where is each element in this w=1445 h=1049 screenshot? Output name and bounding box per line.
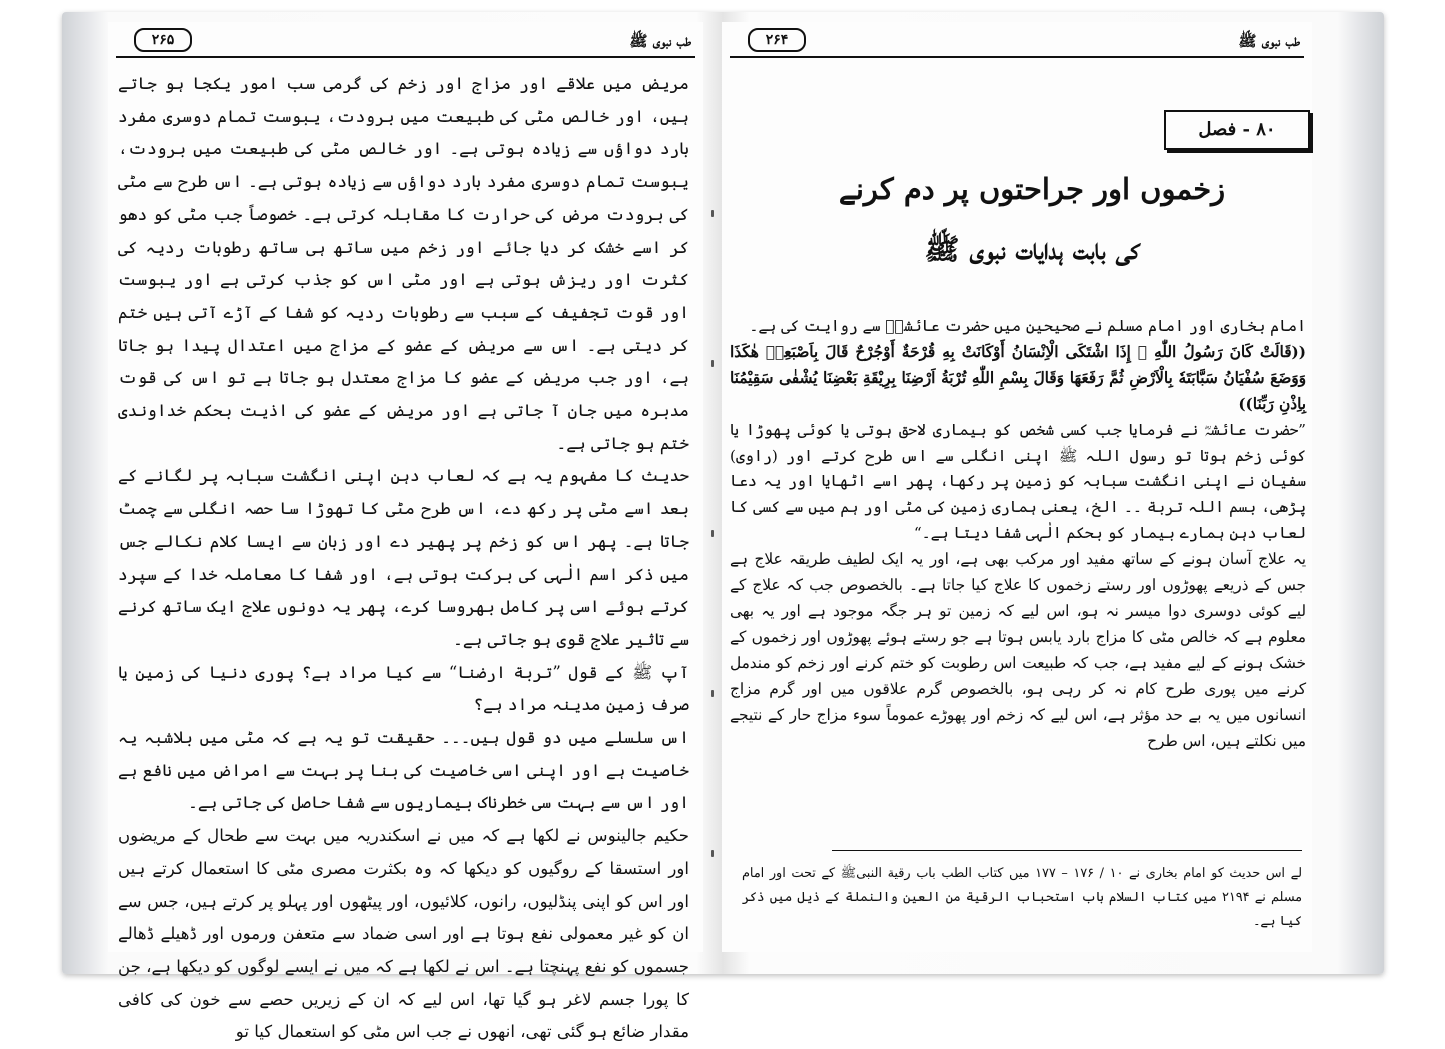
- left-page-header: [116, 22, 695, 58]
- binding-stitch: [711, 210, 714, 217]
- arabic-hadith-text: ((قَالَتْ كَانَ رَسُولُ اللّٰهِ ﷺ إِذَا اشْتَكَى الْاِنْسَانُ أَوْكَانَتْ بِهِ قُرْحَةٌ أَوْجُرْحٌ قَالَ بِاَصْبَعِهٖ هٰكَذَا وَوَضَعَ سُفْيَانُ سَبَّابَتَهٗ بِالْاَرْضِ ثُمَّ رَفَعَهَا وَقَالَ بِسْمِ اللّٰهِ تُرْبَةُ اَرْضِنَا بِرِيْقَةِ بَعْضِنَا يُشْفٰى سَقِيْمُنَا بِاِذْنِ رَبِّنَا)): [730, 342, 1306, 413]
- chapter-heading-line-2: کی بابت ہدایات نبوی ﷺ: [924, 232, 1140, 266]
- right-page-header: [730, 22, 1304, 58]
- left-page: [108, 22, 703, 1042]
- right-page-number: ۲۶۴: [748, 28, 806, 52]
- hadith-translation: ”حضرت عائشہؓ نے فرمایا جب کسی شخص کو بیماری لاحق ہوتی یا کوئی پھوڑا یا کوئی زخم ہوتا تو رسول اللہ ﷺ اپنی انگلی سے اس طرح کرتے اور (راوی) سفیان نے اپنی انگشت سبابہ کو زمین پر رکھا، پھر اسے اٹھایا اور یہ دعا پڑھی، بسم اللہ تربة ۔۔ الخ، یعنی ہماری زمین کی مٹی اور ہم میں سے کسی کا لعاب دہن ہمارے بیمار کو بحکم الٰہی شفا دیتا ہے۔“: [730, 420, 1306, 543]
- binding-stitch: [711, 850, 714, 857]
- left-page-body: [108, 58, 703, 1049]
- left-paragraph-4: اس سلسلے میں دو قول ہیں۔۔۔ حقیقت تو یہ ہے کہ مٹی میں بلاشبہ یہ خاصیت ہے اور اپنی اسی خاصیت کی بنا پر بہت سے امراض میں نافع ہے اور اس سے بہت سی خطرناک بیماریوں سے شفا حاصل کی جاتی ہے۔: [118, 728, 689, 813]
- footnote-divider: [832, 850, 1302, 851]
- left-page-number: ۲۶۵: [134, 28, 192, 52]
- right-running-title: طب نبوی ﷺ: [1238, 32, 1300, 50]
- right-page-body: [730, 314, 1306, 754]
- intro-paragraph: امام بخاری اور امام مسلم نے صحیحین میں حضرت عائشہؓ سے روایت کی ہے۔: [749, 317, 1306, 335]
- left-paragraph-3: آپ ﷺ کے قول ”تربة ارضنا“ سے کیا مراد ہے؟ پوری دنیا کی زمین یا صرف زمین مدینہ مراد ہے؟: [118, 662, 689, 715]
- left-paragraph-5: حکیم جالینوس نے لکھا ہے کہ میں نے اسکندریہ میں بہت سے طحال کے مریضوں اور استسقا کے روگیوں کو دیکھا کہ وہ بکثرت مصری مٹی کا استعمال کرتے ہیں اور اس کو اپنی پنڈلیوں، رانوں، کلائیوں، اور پیٹھوں اور پہلو پر کرتے ہیں، جس سے ان کو غیر معمولی نفع ہوتا ہے اور اسی ضماد سے متعفن ورموں اور ڈھیلے ڈھالے جسموں کو نفع پہنچتا ہے۔ اس نے لکھا ہے کہ میں نے ایسے لوگوں کو دیکھا ہے، جن کا پورا جسم لاغر ہو گیا تھا، اس لیے کہ ان کے زیریں حصے سے خون کی کافی مقدار ضائع ہو گئی تھی، انھوں نے جب اس مٹی کو استعمال کیا تو: [118, 826, 689, 1042]
- right-page: [722, 22, 1312, 952]
- chapter-label-box: ۸۰ - فصل: [1164, 110, 1310, 150]
- left-paragraph-1: مریض میں علاقے اور مزاج اور زخم کی گرمی سب امور یکجا ہو جاتے ہیں، اور خالص مٹی کی طبیعت میں برودت، یبوست تمام دوسری مفرد بارد دواؤں سے زیادہ ہوتی ہے۔ اور خالص مٹی کی طبیعت میں برودت، یبوست تمام دوسری مفرد بارد دواؤں سے زیادہ ہوتی ہے۔ اس طرح سے مٹی کی برودت مرض کی حرارت کا مقابلہ کرتی ہے۔ خصوصاً جب مٹی کو دھو کر اسے خشک کر دیا جائے اور زخم میں ساتھ ہی ساتھ رطوبات ردیہ کی کثرت اور ریزش ہوتی ہے اور مٹی اس کو جذب کرتی ہے اور یبوست اور قوت تجفیف کے سبب سے رطوبات ردیہ کو شفا کے آڑے آتی ہیں ختم کر دیتی ہے۔ اس سے مریض کے عضو کے مزاج میں اعتدال پیدا ہو جاتا ہے، اور جب مریض کے عضو کا مزاج معتدل ہو جاتا ہے تو اس کی قوت مدبرہ میں جان آ جاتی ہے اور مریض کے عضو کی اذیت بحکم خداوندی ختم ہو جاتی ہے۔: [118, 74, 689, 453]
- left-paragraph-2: حدیث کا مفہوم یہ ہے کہ لعاب دہن اپنی انگشت سبابہ پر لگانے کے بعد اسے مٹی پر رکھ دے، اس طرح مٹی کا تھوڑا سا حصہ انگلی سے چمٹ جاتا ہے۔ پھر اس کو زخم پر پھیر دے اور زبان سے ایسا کلام نکالے جس میں ذکر اسم الٰہی کی برکت ہوتی ہے، اور شفا کا معاملہ خدا کے سپرد کرتے ہوئے اسی پر کامل بھروسا کرے، پھر یہ دونوں علاج ایک ساتھ کرنے سے تاثیر علاج قوی ہو جاتی ہے۔: [118, 466, 689, 649]
- binding-stitch: [711, 690, 714, 697]
- binding-stitch: [711, 360, 714, 367]
- commentary-paragraph: یہ علاج آسان ہونے کے ساتھ مفید اور مرکب بھی ہے، اور یہ ایک لطیف طریقہ علاج ہے جس کے ذریعے پھوڑوں اور رستے زخموں کا علاج کیا جاتا ہے۔ بالخصوص جب کہ علاج کے لیے کوئی دوسری دوا میسر نہ ہو، اس لیے کہ زمین تو ہر جگہ موجود ہے اور یہ بھی معلوم ہے کہ خالص مٹی کا مزاج بارد یابس ہوتا ہے جو رستے ہوئے پھوڑوں اور زخموں کے خشک ہونے کے لیے مفید ہے، جب کہ طبیعت اس رطوبت کو ختم کرنے اور زخم کو مندمل کرنے میں پوری طرح کام نہ کر رہی ہو، بالخصوص گرم علاقوں میں اور گرم مزاج انسانوں میں یہ بے حد مؤثر ہے، اس لیے کہ زخم اور پھوڑے عموماً سوء مزاج حار کے نتیجے میں نکلتے ہیں، اس طرح: [730, 550, 1306, 750]
- footnote-text: لے اس حدیث کو امام بخاری نے ۱۰ / ۱۷۶ – ۱۷۷ میں کتاب الطب باب رقیة النبیﷺ کے تحت اور امام مسلم نے ۲۱۹۴ میں کتاب السلام باب استحباب الرقیة من العین والنملة کے ذیل میں ذکر کیا ہے۔: [742, 866, 1302, 929]
- left-running-title: طب نبوی ﷺ: [629, 32, 691, 50]
- chapter-heading-line-1: زخموں اور جراحتوں پر دم کرنے: [838, 172, 1226, 206]
- binding-stitch: [711, 530, 714, 537]
